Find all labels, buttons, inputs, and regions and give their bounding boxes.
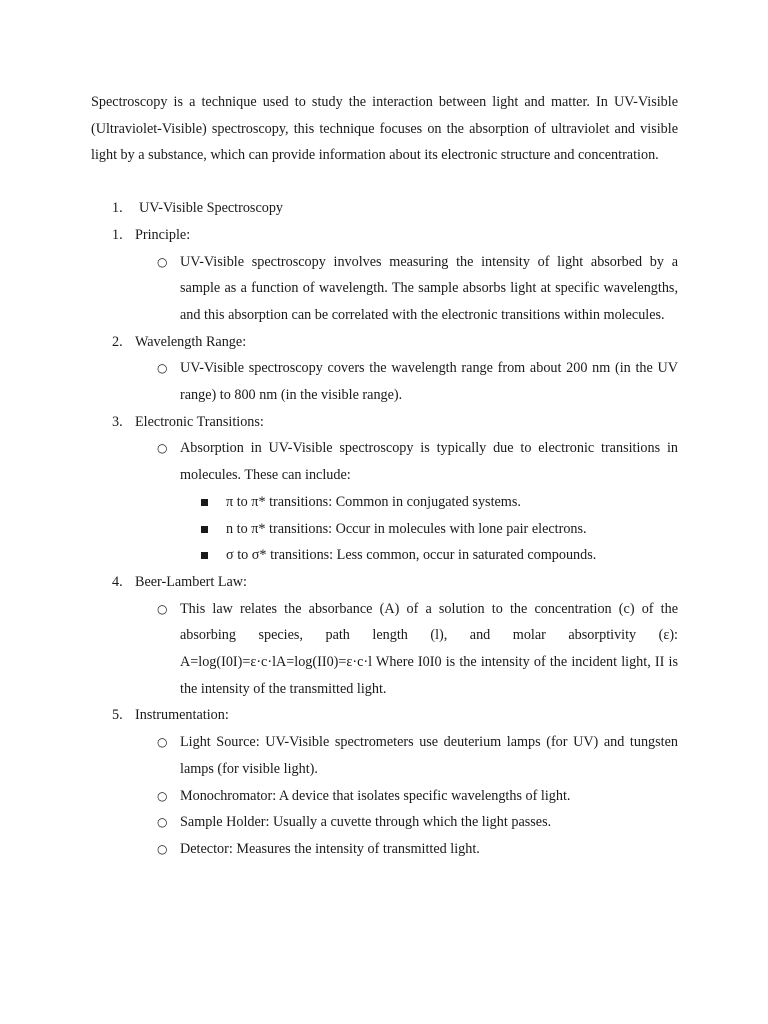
section-number: 5. [112, 707, 123, 724]
list-item-text: Light Source: UV-Visible spectrometers use deuterium lamps (for UV) and tungsten lamps (for visible light). [180, 734, 678, 777]
section-wavelength-range [91, 329, 678, 409]
main-heading-title: UV-Visible Spectroscopy [139, 200, 284, 217]
section-electronic-transitions [91, 409, 678, 569]
bullet-list [91, 249, 678, 329]
list-item-text: Absorption in UV-Visible spectroscopy is typically due to electronic transitions in molecules. These can include: [180, 440, 678, 484]
list-item-text: This law relates the absorbance (A) of a solution to the concentration (c) of the absorbing species, path length (l), and molar absorptivity (ε): A=log(I0I)=ε·c·lA=log(II0)=ε·c·l Where I0I0 is the intensity of the incident light, II is the intensity of the transmitted light. [180, 600, 678, 697]
circle-bullet-icon: ○ [157, 815, 168, 830]
section-instrumentation [91, 702, 678, 862]
section-number: 3. [112, 413, 123, 430]
bullet-list [91, 729, 678, 863]
list-item [91, 596, 678, 703]
sub-list-item [91, 489, 678, 516]
circle-bullet-icon: ○ [157, 601, 168, 616]
section-number: 2. [112, 333, 123, 350]
section-heading [91, 222, 678, 249]
section-principle [91, 222, 678, 329]
section-heading [91, 569, 678, 596]
bullet-list [91, 355, 678, 408]
list-item [91, 729, 678, 782]
bullet-list [91, 435, 678, 488]
sub-list-item-text: π to π* transitions: Common in conjugated systems. [226, 493, 521, 510]
list-item [91, 836, 678, 863]
section-heading [91, 702, 678, 729]
list-item [91, 783, 678, 810]
section-beer-lambert-law [91, 569, 678, 703]
circle-bullet-icon: ○ [157, 441, 168, 456]
list-item [91, 435, 678, 488]
list-item [91, 355, 678, 408]
section-heading [91, 329, 678, 356]
section-title: Principle: [135, 226, 191, 243]
section-title: Wavelength Range: [135, 333, 247, 350]
circle-bullet-icon: ○ [157, 788, 168, 803]
square-bullet-icon [201, 526, 208, 533]
sub-list-item [91, 516, 678, 543]
sub-list-item [91, 542, 678, 569]
section-number: 1. [112, 226, 123, 243]
square-bullet-icon [201, 499, 208, 506]
list-item-text: UV-Visible spectroscopy involves measuring the intensity of light absorbed by a sample as a function of wavelength. The sample absorbs light at specific wavelengths, and this absorption can be correlated with the electronic transitions within molecules. [180, 253, 678, 323]
circle-bullet-icon: ○ [157, 841, 168, 856]
section-title: Beer-Lambert Law: [135, 573, 247, 590]
list-item-text: UV-Visible spectroscopy covers the wavelength range from about 200 nm (in the UV range) to 800 nm (in the visible range). [180, 360, 678, 404]
list-item-text: Detector: Measures the intensity of transmitted light. [180, 840, 480, 857]
bullet-list [91, 596, 678, 703]
main-heading-number: 1. [112, 200, 123, 217]
section-title: Electronic Transitions: [135, 413, 264, 430]
document-page [91, 89, 678, 863]
list-item-text: Monochromator: A device that isolates specific wavelengths of light. [180, 787, 571, 804]
intro-paragraph: Spectroscopy is a technique used to study the interaction between light and matter. In UV-Visible (Ultraviolet-Visible) spectroscopy, this technique focuses on the absorption of ultraviolet and visible light by a substance, which can provide information about its electronic structure and concentration. [91, 94, 678, 164]
list-item [91, 809, 678, 836]
circle-bullet-icon: ○ [157, 735, 168, 750]
sub-bullet-list [91, 489, 678, 569]
circle-bullet-icon: ○ [157, 254, 168, 269]
section-heading [91, 409, 678, 436]
list-item [91, 249, 678, 329]
section-title: Instrumentation: [135, 707, 229, 724]
main-heading [91, 195, 678, 222]
sub-list-item-text: n to π* transitions: Occur in molecules with lone pair electrons. [226, 520, 587, 537]
section-number: 4. [112, 573, 123, 590]
sub-list-item-text: σ to σ* transitions: Less common, occur in saturated compounds. [226, 547, 597, 564]
list-item-text: Sample Holder: Usually a cuvette through which the light passes. [180, 814, 552, 831]
square-bullet-icon [201, 552, 208, 559]
circle-bullet-icon: ○ [157, 361, 168, 376]
